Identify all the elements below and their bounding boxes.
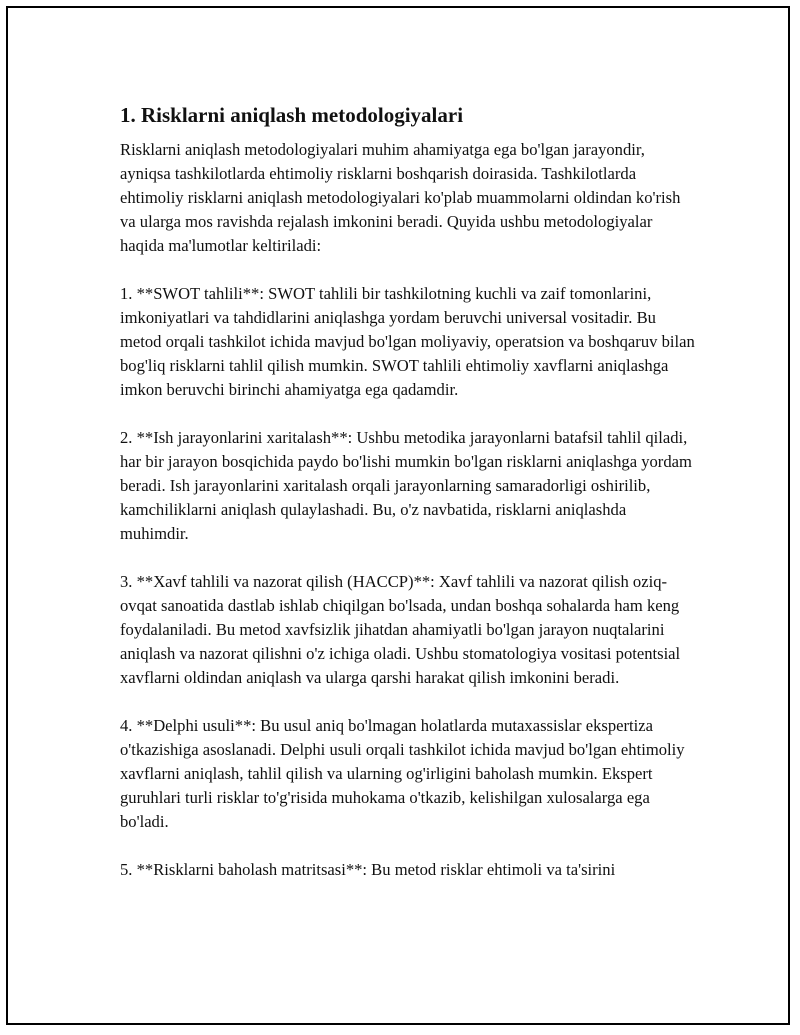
section-heading: 1. Risklarni aniqlash metodologiyalari bbox=[120, 103, 464, 127]
paragraph-haccp: 3. **Xavf tahlili va nazorat qilish (HACCP)**: Xavf tahlili va nazorat qilish oziq-ovqat sanoatida dastlab ishlab chiqilgan bo'lsada, undan boshqa sohalarda ham keng foydalaniladi. Bu metod xavfsizlik jihatdan ahamiyatli bo'lgan jarayon nuqtalarini aniqlash va nazorat qilishni o'z ichiga oladi. Ushbu stomatologiya vositasi potentsial xavflarni oldindan aniqlash va ularga qarshi harakat qilish imkonini beradi. bbox=[120, 572, 681, 687]
paragraph-delphi: 4. **Delphi usuli**: Bu usul aniq bo'lmagan holatlarda mutaxassislar ekspertiza o'tkazishiga asoslanadi. Delphi usuli orqali tashkilot ichida mavjud bo'lgan ehtimoliy xavflarni aniqlash, tahlil qilish va ularning og'irligini baholash mumkin. Ekspert guruhlari turli risklar to'g'risida muhokama o'tkazib, kelishilgan xulosalarga ega bo'ladi. bbox=[120, 716, 685, 831]
paragraph-process-mapping: 2. **Ish jarayonlarini xaritalash**: Ushbu metodika jarayonlarni batafsil tahlil qiladi, har bir jarayon bosqichida paydo bo'lishi mumkin bo'lgan risklarni aniqlashga yordam beradi. Ish jarayonlarini xaritalash orqali jarayonlarning samaradorligi oshirilib, kamchiliklarni aniqlash qulaylashadi. Bu, o'z navbatida, risklarni aniqlashda muhimdir. bbox=[120, 428, 692, 543]
document-body bbox=[120, 102, 696, 906]
paragraph-swot: 1. **SWOT tahlili**: SWOT tahlili bir tashkilotning kuchli va zaif tomonlarini, imkoniyatlari va tahdidlarini aniqlashga yordam beruvchi universal vositadir. Bu metod orqali tashkilot ichida mavjud bo'lgan moliyaviy, operatsion va boshqaruv bilan bog'liq risklarni tahlil qilish mumkin. SWOT tahlili ehtimoliy xavflarni aniqlashga imkon beruvchi birinchi ahamiyatga ega qadamdir. bbox=[120, 284, 695, 399]
page-frame bbox=[6, 6, 790, 1025]
intro-paragraph: Risklarni aniqlash metodologiyalari muhim ahamiyatga ega bo'lgan jarayondir, ayniqsa tashkilotlarda ehtimoliy risklarni boshqarish doirasida. Tashkilotlarda ehtimoliy risklarni aniqlash metodologiyalari ko'plab muammolarni oldindan ko'rish va ularga mos ravishda rejalash imkonini beradi. Quyida ushbu metodologiyalar haqida ma'lumotlar keltiriladi: bbox=[120, 140, 681, 255]
paragraph-risk-matrix: 5. **Risklarni baholash matritsasi**: Bu metod risklar ehtimoli va ta'sirini bbox=[120, 860, 616, 879]
